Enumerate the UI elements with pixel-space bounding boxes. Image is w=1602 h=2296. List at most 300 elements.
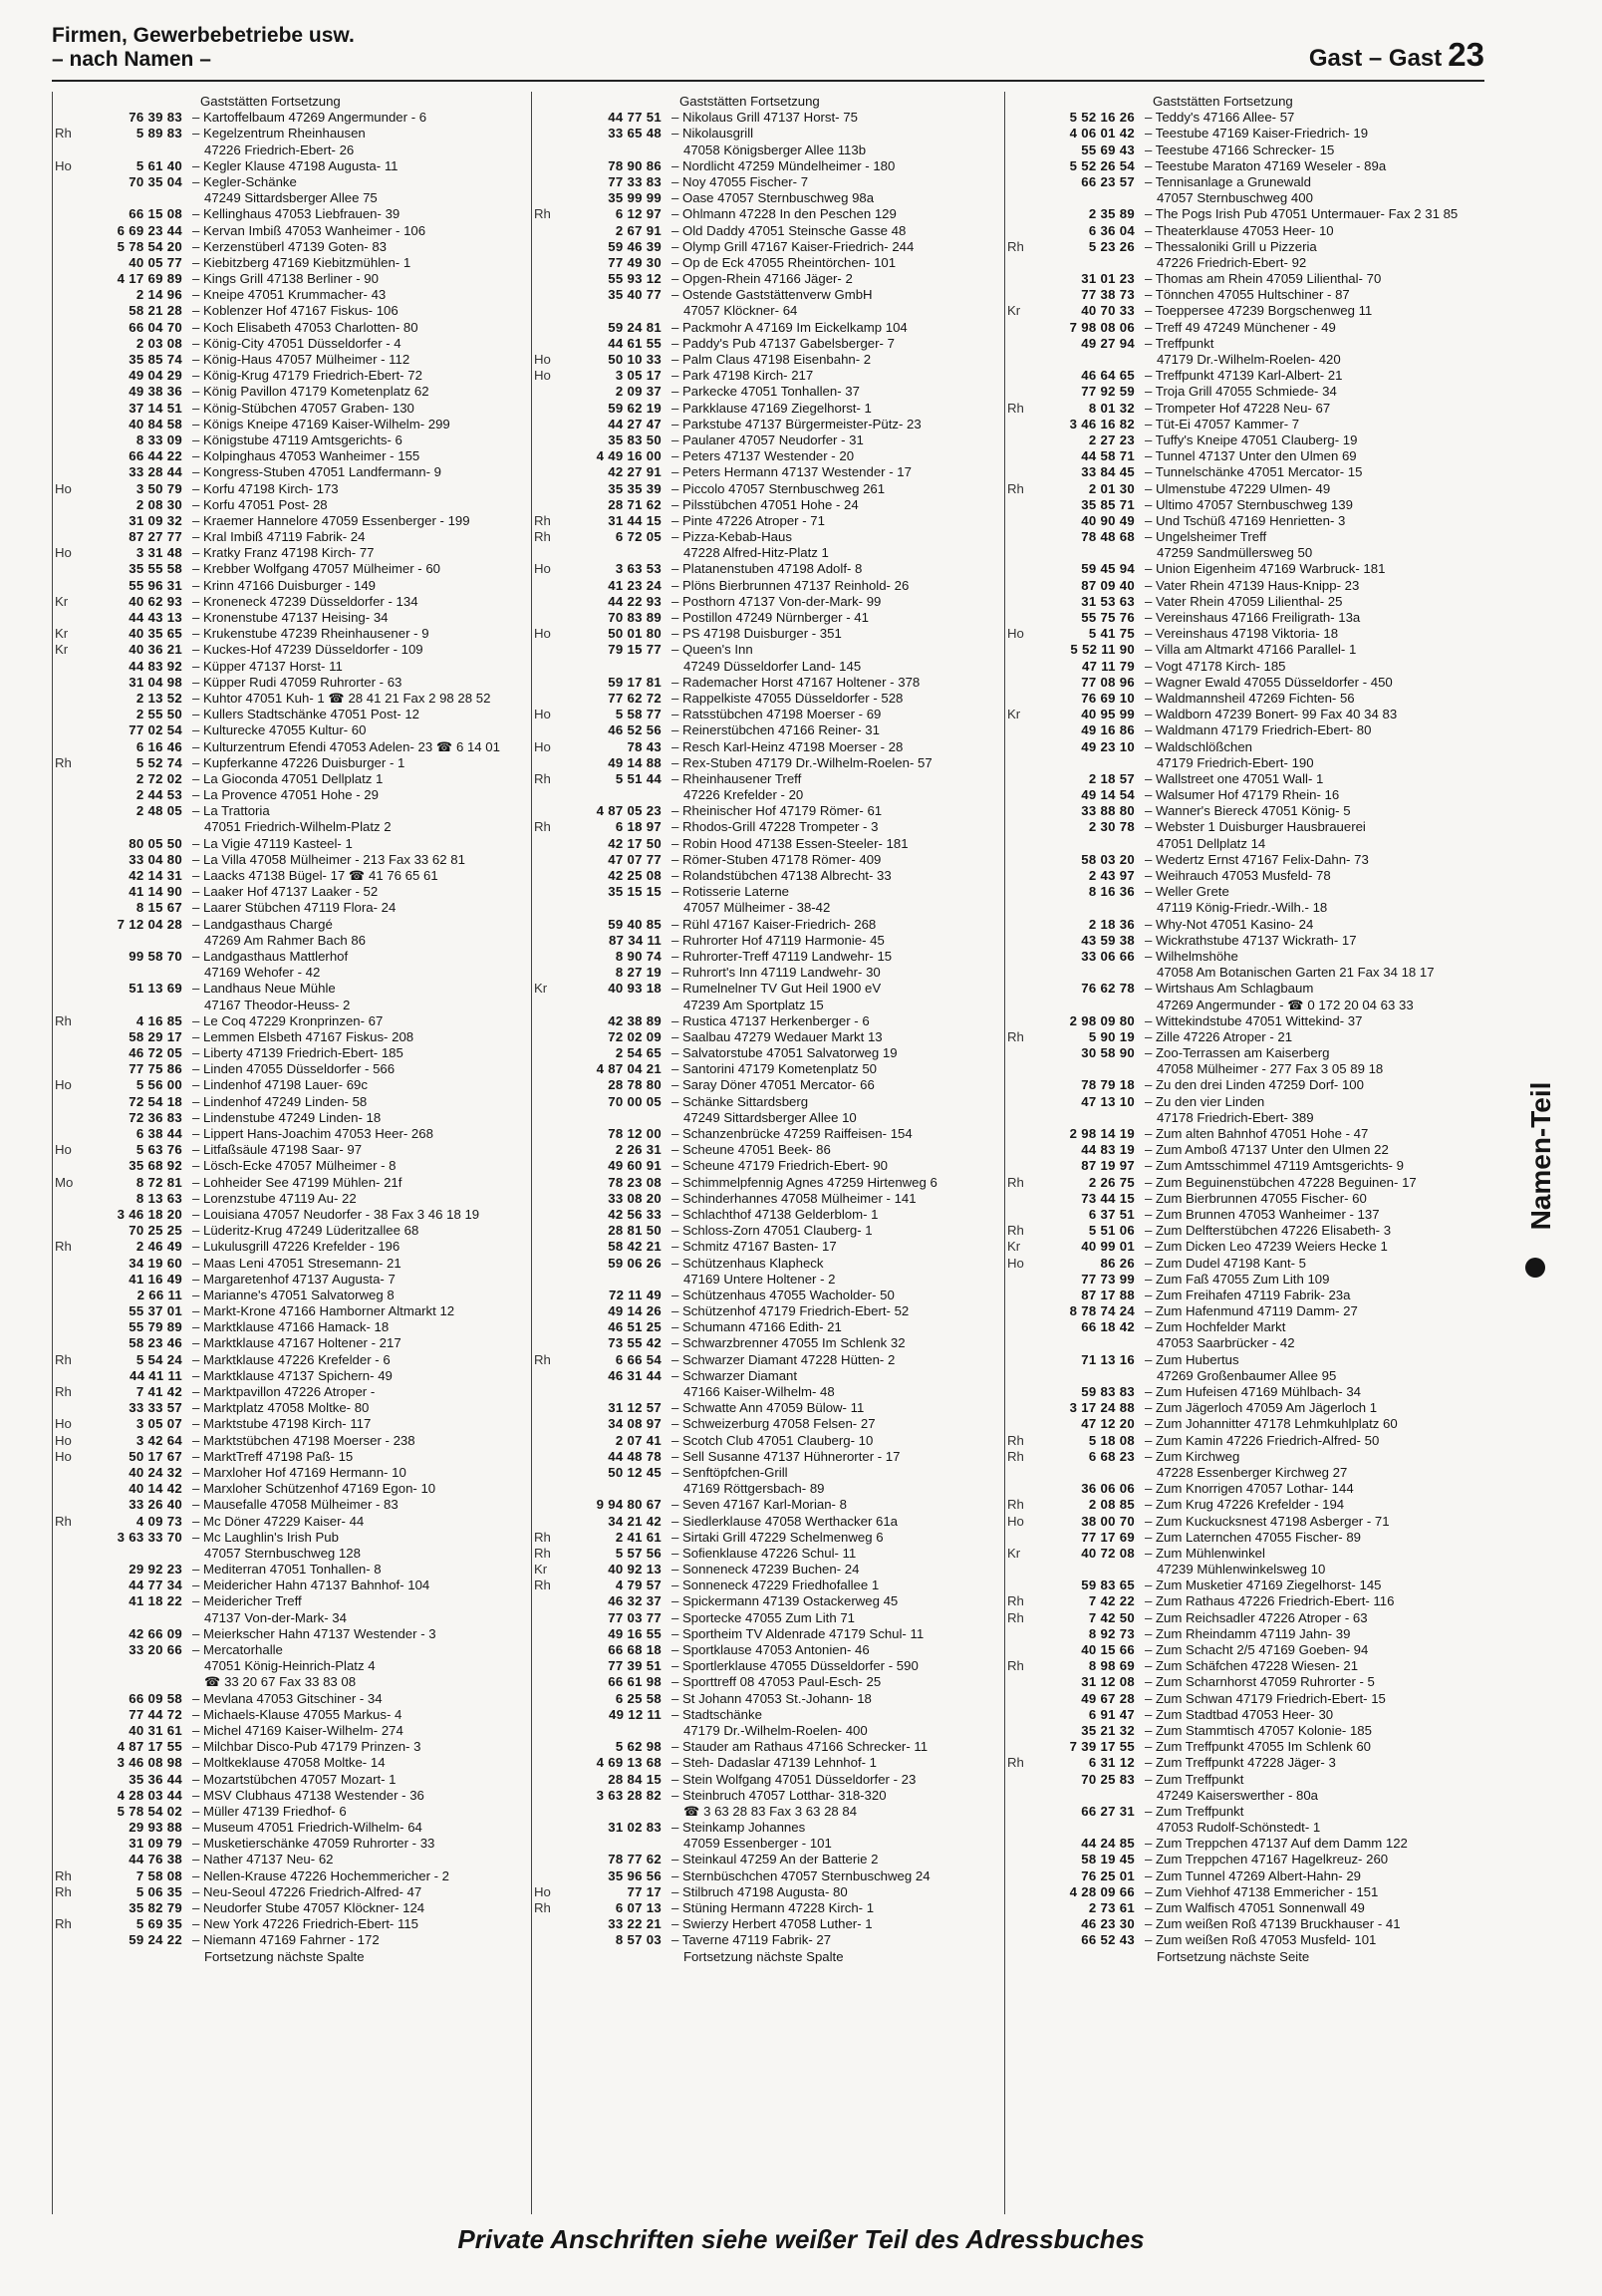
entry-text: – La Trattoria	[192, 803, 270, 819]
district-code	[55, 1610, 87, 1626]
entry-text: – Treff 49 47249 Münchener - 49	[1145, 319, 1336, 335]
district-code	[1007, 691, 1039, 707]
listing-entry	[1007, 1142, 1473, 1158]
listing-entry	[1007, 852, 1473, 868]
listing-entry	[1007, 206, 1473, 222]
entry-text: – Palm Claus 47198 Eisenbahn- 2	[671, 352, 872, 367]
phone-number	[87, 143, 192, 158]
phone-number	[1039, 1949, 1145, 1965]
district-code	[534, 1191, 566, 1207]
entry-text: – Schützenhof 47179 Friedrich-Ebert- 52	[671, 1303, 910, 1319]
district-code	[1007, 610, 1039, 626]
listing-entry	[55, 401, 521, 417]
district-code	[534, 417, 566, 432]
phone-number	[87, 965, 192, 981]
entry-text: – Rappelkiste 47055 Düsseldorfer - 528	[671, 690, 904, 706]
listing-entry	[1007, 1175, 1473, 1191]
phone-number: 70 25 25	[129, 1223, 182, 1239]
district-code: Ho	[55, 1432, 72, 1448]
district-code	[55, 255, 87, 271]
listing-entry	[1007, 1319, 1473, 1335]
entry-text: – Zum Freihafen 47119 Fabrik- 23a	[1145, 1287, 1351, 1302]
phone-number	[566, 787, 671, 803]
phone-number: 34 19 60	[129, 1255, 182, 1271]
phone-number: 46 51 25	[608, 1319, 662, 1335]
district-code	[55, 659, 87, 675]
entry-text: – Lippert Hans-Joachim 47053 Heer- 268	[192, 1126, 433, 1141]
listing-entry	[1007, 1223, 1473, 1239]
phone-number: 5 63 76	[135, 1142, 182, 1158]
district-code	[55, 1094, 87, 1110]
listing-entry	[1007, 1352, 1473, 1368]
listing-entry	[55, 1175, 521, 1191]
listing-entry	[55, 739, 521, 755]
phone-number: 8 01 32	[1088, 400, 1135, 416]
entry-text: 47249 Kaiserswerther - 80a	[1157, 1787, 1319, 1803]
phone-number: 87 27 77	[129, 529, 182, 545]
entry-text: – Landgasthaus Chargé	[192, 916, 333, 932]
listing-entry	[1007, 917, 1473, 933]
phone-number: 38 00 70	[1081, 1513, 1135, 1529]
phone-number: 40 15 66	[1081, 1642, 1135, 1657]
listing-entry	[534, 1013, 1000, 1029]
listing-entry	[1007, 1514, 1473, 1530]
phone-number: 31 01 23	[1081, 271, 1135, 287]
district-code	[534, 158, 566, 174]
phone-number: 3 46 08 98	[117, 1755, 182, 1771]
entry-text: – Königstube 47119 Amtsgerichts- 6	[192, 431, 402, 447]
phone-number: 77 38 73	[1081, 287, 1135, 303]
listing-entry	[534, 1175, 1000, 1191]
entry-text: – Waldmannsheil 47269 Fichten- 56	[1145, 690, 1355, 706]
district-code	[534, 126, 566, 142]
listing-entry	[55, 868, 521, 884]
entry-text: – Lindenhof 47198 Lauer- 69c	[192, 1077, 368, 1093]
entry-text: – Piccolo 47057 Sternbuschweg 261	[671, 480, 886, 496]
district-code	[534, 1642, 566, 1658]
entry-text: – Schwarzer Diamant	[671, 1367, 798, 1383]
column-divider	[52, 92, 53, 2214]
entry-text: – Marktpavillon 47226 Atroper -	[192, 1384, 376, 1399]
district-code	[55, 1288, 87, 1303]
district-code	[55, 464, 87, 480]
phone-number	[566, 1272, 671, 1288]
district-code	[55, 771, 87, 787]
district-code	[1007, 1691, 1039, 1707]
phone-number: 59 24 81	[608, 319, 662, 335]
district-code	[534, 949, 566, 965]
page-title: Gast – Gast	[1308, 45, 1443, 72]
entry-text: – Teestube 47166 Schrecker- 15	[1145, 142, 1335, 157]
district-code	[55, 1256, 87, 1272]
phone-number	[1039, 255, 1145, 271]
district-code	[55, 1772, 87, 1788]
entry-text: – Lohheider See 47199 Mühlen- 21f	[192, 1174, 402, 1190]
district-code	[55, 1932, 87, 1948]
district-code	[55, 1642, 87, 1658]
phone-number: 49 38 36	[129, 384, 182, 400]
listing-entry	[1007, 1094, 1473, 1110]
district-code: Rh	[1007, 480, 1024, 496]
district-code: Rh	[1007, 1609, 1024, 1625]
phone-number: 50 17 67	[129, 1448, 182, 1464]
listing-entry	[1007, 1820, 1473, 1836]
listing-entry	[55, 610, 521, 626]
phone-number	[87, 190, 192, 206]
district-code	[1007, 1642, 1039, 1658]
entry-text: 47269 Großenbaumer Allee 95	[1157, 1367, 1337, 1383]
listing-entry	[1007, 529, 1473, 545]
entry-text: – Schinderhannes 47058 Mülheimer - 141	[671, 1190, 917, 1206]
entry-text: – Park 47198 Kirch- 217	[671, 368, 814, 384]
phone-number: 55 93 12	[608, 271, 662, 287]
listing-entry	[534, 1272, 1000, 1288]
listing-entry	[55, 255, 521, 271]
entry-text: – Stein Wolfgang 47051 Düsseldorfer - 23	[671, 1771, 917, 1787]
phone-number: 72 36 83	[129, 1109, 182, 1125]
phone-number: 73 44 15	[1081, 1190, 1135, 1206]
phone-number	[1039, 900, 1145, 916]
phone-number: 58 19 45	[1081, 1852, 1135, 1867]
phone-number: 35 40 77	[608, 287, 662, 303]
district-code	[1007, 965, 1039, 981]
listing-entry	[55, 771, 521, 787]
district-code: Rh	[534, 1578, 551, 1593]
listing-entry	[1007, 1578, 1473, 1593]
phone-number: 35 83 50	[608, 431, 662, 447]
district-code: Rh	[1007, 1658, 1024, 1674]
phone-number: 49 27 94	[1081, 335, 1135, 351]
district-code	[1007, 255, 1039, 271]
listing-entry	[1007, 561, 1473, 577]
entry-text: – Zum Schacht 2/5 47169 Goeben- 94	[1145, 1642, 1369, 1657]
listing-entry	[534, 126, 1000, 142]
entry-text: – Steh- Dadaslar 47139 Lehnhof- 1	[671, 1755, 878, 1771]
entry-text: – Paulaner 47057 Neudorfer - 31	[671, 431, 864, 447]
listing-entry	[1007, 1772, 1473, 1788]
district-code	[55, 787, 87, 803]
listing-entry	[534, 1916, 1000, 1932]
entry-text: – Stüning Hermann 47228 Kirch- 1	[671, 1900, 875, 1915]
district-code	[55, 1207, 87, 1223]
listing-entry	[55, 1884, 521, 1900]
district-code	[55, 884, 87, 900]
phone-number: 2 67 91	[615, 222, 662, 238]
phone-number: 35 68 92	[129, 1158, 182, 1174]
district-code	[1007, 1319, 1039, 1335]
phone-number: 40 93 18	[608, 981, 662, 997]
phone-number: 58 03 20	[1081, 851, 1135, 867]
phone-number: 5 41 75	[1088, 626, 1135, 642]
phone-number: 31 02 83	[608, 1820, 662, 1836]
listing-entry	[55, 949, 521, 965]
district-code	[1007, 949, 1039, 965]
entry-text: – Wirtshaus Am Schlagbaum	[1145, 981, 1314, 997]
entry-text: – Laaker Hof 47137 Laaker - 52	[192, 884, 379, 900]
district-code	[55, 1158, 87, 1174]
phone-number: 4 06 01 42	[1069, 126, 1135, 142]
entry-text: 47057 Sternbuschweg 128	[204, 1545, 361, 1561]
entry-text: – Union Eigenheim 47169 Warbruck- 181	[1145, 561, 1386, 577]
entry-text: – Marktklause 47166 Hamack- 18	[192, 1319, 390, 1335]
district-code	[1007, 659, 1039, 675]
listing-entry	[1007, 1804, 1473, 1820]
district-code	[55, 303, 87, 319]
listing-entry	[1007, 1013, 1473, 1029]
entry-text: – Meidericher Treff	[192, 1593, 302, 1609]
district-code	[1007, 1142, 1039, 1158]
listing-entry	[55, 1755, 521, 1771]
listing-entry	[534, 417, 1000, 432]
entry-text: – Thessaloniki Grill u Pizzeria	[1145, 238, 1317, 254]
entry-text: 47269 Angermunder - ☎ 0 172 20 04 63 33	[1157, 997, 1414, 1012]
entry-text: 47179 Dr.-Wilhelm-Roelen- 420	[1157, 352, 1341, 367]
column-heading-text: Gaststätten Fortsetzung	[679, 94, 820, 109]
district-code	[1007, 561, 1039, 577]
district-code	[55, 1836, 87, 1852]
entry-text: – Kroneneck 47239 Düsseldorfer - 134	[192, 593, 418, 609]
phone-number: 78 77 62	[608, 1852, 662, 1867]
district-code: Rh	[1007, 1174, 1024, 1190]
district-code	[534, 1045, 566, 1061]
listing-entry	[55, 223, 521, 239]
district-code: Ho	[1007, 1255, 1024, 1271]
district-code	[1007, 755, 1039, 771]
entry-text: – König-Stübchen 47057 Graben- 130	[192, 400, 414, 416]
entry-text: – Stadtschänke	[671, 1706, 762, 1722]
listing-entry	[534, 143, 1000, 158]
phone-number: 76 62 78	[1081, 981, 1135, 997]
listing-entry	[1007, 255, 1473, 271]
entry-text: – Treffpunkt 47139 Karl-Albert- 21	[1145, 368, 1343, 384]
page-number: 23	[1448, 36, 1484, 73]
listing-entry	[534, 1449, 1000, 1465]
listing-entry	[1007, 626, 1473, 642]
entry-text: – Mc Laughlin's Irish Pub	[192, 1529, 339, 1545]
district-code	[55, 1126, 87, 1142]
district-code	[1007, 1836, 1039, 1852]
district-code	[534, 336, 566, 352]
phone-number	[87, 1546, 192, 1562]
phone-number: 31 09 32	[129, 512, 182, 528]
phone-number: 55 69 43	[1081, 142, 1135, 157]
district-code	[534, 1868, 566, 1884]
entry-text: – Sofienklause 47226 Schul- 11	[671, 1545, 857, 1561]
district-code	[55, 933, 87, 949]
district-code	[55, 143, 87, 158]
phone-number: 70 25 83	[1081, 1771, 1135, 1787]
district-code	[534, 659, 566, 675]
phone-number: 50 01 80	[608, 626, 662, 642]
listing-entry	[55, 675, 521, 691]
phone-number: 42 38 89	[608, 1012, 662, 1028]
entry-text: – Saalbau 47279 Wedauer Markt 13	[671, 1028, 883, 1044]
phone-number: 7 41 42	[135, 1384, 182, 1399]
listing-entry	[1007, 1562, 1473, 1578]
phone-number	[87, 1674, 192, 1690]
listing-entry	[55, 1916, 521, 1932]
district-code: Rh	[1007, 238, 1024, 254]
district-code	[1007, 110, 1039, 126]
entry-text: – Trompeter Hof 47228 Neu- 67	[1145, 400, 1331, 416]
listing-entry	[55, 819, 521, 835]
district-code	[1007, 1384, 1039, 1400]
phone-number: 4 69 13 68	[596, 1755, 662, 1771]
entry-text: – Troja Grill 47055 Schmiede- 34	[1145, 384, 1337, 400]
phone-number	[1039, 755, 1145, 771]
listing-entry	[55, 1546, 521, 1562]
entry-text: – Sportecke 47055 Zum Lith 71	[671, 1609, 856, 1625]
phone-number: 3 63 33 70	[117, 1529, 182, 1545]
entry-text: – Pizza-Kebab-Haus	[671, 529, 792, 545]
listing-entry	[55, 1335, 521, 1351]
phone-number: 35 99 99	[608, 190, 662, 206]
entry-text: – Posthorn 47137 Von-der-Mark- 99	[671, 593, 882, 609]
listing-entry	[534, 771, 1000, 787]
entry-text: – Parkklause 47169 Ziegelhorst- 1	[671, 400, 872, 416]
phone-number: 40 70 33	[1081, 303, 1135, 319]
phone-number: 79 15 77	[608, 642, 662, 658]
entry-text: – Niemann 47169 Fahrner - 172	[192, 1932, 380, 1948]
entry-text: – Zum Hafenmund 47119 Damm- 27	[1145, 1303, 1358, 1319]
district-code	[1007, 1368, 1039, 1384]
entry-text: – Peters 47137 Westender - 20	[671, 448, 855, 464]
district-code	[55, 1335, 87, 1351]
district-code	[534, 320, 566, 336]
district-code	[1007, 1949, 1039, 1965]
entry-text: – Rhodos-Grill 47228 Trompeter - 3	[671, 819, 879, 835]
phone-number	[566, 303, 671, 319]
column-divider	[1004, 92, 1005, 2214]
entry-text: – Kuckes-Hof 47239 Düsseldorfer - 109	[192, 642, 423, 658]
district-code: Rh	[534, 770, 551, 786]
listing-entry	[534, 239, 1000, 255]
phone-number: 77 02 54	[129, 722, 182, 738]
district-code	[1007, 1045, 1039, 1061]
listing-entry	[534, 1578, 1000, 1593]
district-code	[534, 1319, 566, 1335]
entry-text: – Zum Treffpunkt 47228 Jäger- 3	[1145, 1755, 1336, 1771]
listing-entry	[534, 868, 1000, 884]
listing-entry	[55, 1691, 521, 1707]
district-code	[1007, 1916, 1039, 1932]
listing-entry	[534, 1788, 1000, 1804]
phone-number: 2 98 09 80	[1069, 1012, 1135, 1028]
phone-number: 5 06 35	[135, 1883, 182, 1899]
phone-number: 31 04 98	[129, 674, 182, 690]
district-code	[55, 1674, 87, 1690]
listing-entry	[55, 1352, 521, 1368]
district-code	[1007, 739, 1039, 755]
listing-entry	[55, 1642, 521, 1658]
district-code	[55, 852, 87, 868]
phone-number	[87, 998, 192, 1013]
listing-entry	[534, 1045, 1000, 1061]
phone-number: 58 23 46	[129, 1335, 182, 1351]
listing-entry	[55, 836, 521, 852]
listing-column-2	[534, 94, 1000, 1965]
entry-text: – Zum Hufeisen 47169 Mühlbach- 34	[1145, 1384, 1361, 1399]
phone-number: 55 37 01	[129, 1303, 182, 1319]
district-code	[55, 868, 87, 884]
entry-text: – La Vigie 47119 Kasteel- 1	[192, 835, 353, 851]
entry-text: – Zum Treffpunkt	[1145, 1803, 1244, 1819]
phone-number	[566, 143, 671, 158]
listing-entry	[534, 1755, 1000, 1771]
phone-number: 2 55 50	[135, 707, 182, 722]
listing-entry	[1007, 819, 1473, 835]
phone-number	[566, 1804, 671, 1820]
listing-entry	[1007, 1335, 1473, 1351]
listing-entry	[534, 998, 1000, 1013]
phone-number: 59 83 65	[1081, 1578, 1135, 1593]
phone-number: 8 92 73	[1088, 1625, 1135, 1641]
entry-text: – Markt-Krone 47166 Hamborner Altmarkt 12	[192, 1303, 455, 1319]
listing-entry	[1007, 497, 1473, 513]
district-code	[55, 1707, 87, 1723]
district-code	[534, 642, 566, 658]
phone-number: 35 55 58	[129, 561, 182, 577]
district-code	[534, 1335, 566, 1351]
listing-entry	[55, 1610, 521, 1626]
phone-number	[566, 1481, 671, 1497]
district-code	[55, 1820, 87, 1836]
phone-number: 40 62 93	[129, 593, 182, 609]
entry-text: – Zum Mühlenwinkel	[1145, 1545, 1265, 1561]
phone-number: 40 35 65	[129, 626, 182, 642]
district-code	[55, 1191, 87, 1207]
district-code: Rh	[534, 819, 551, 835]
listing-column-3	[1007, 94, 1473, 1965]
entry-text: – Kuhtor 47051 Kuh- 1 ☎ 28 41 21 Fax 2 98 28 52	[192, 690, 491, 706]
phone-number: 33 08 20	[608, 1190, 662, 1206]
phone-number: 47 11 79	[1081, 658, 1135, 674]
entry-text: – Zum Laternchen 47055 Fischer- 89	[1145, 1529, 1361, 1545]
listing-entry	[1007, 1593, 1473, 1609]
entry-text: – Nather 47137 Neu- 62	[192, 1852, 334, 1867]
phone-number: 6 69 23 44	[117, 222, 182, 238]
listing-entry	[1007, 1868, 1473, 1884]
listing-entry	[55, 1593, 521, 1609]
entry-text: – Wittekindstube 47051 Wittekind- 37	[1145, 1012, 1363, 1028]
listing-entry	[534, 1288, 1000, 1303]
listing-entry	[1007, 755, 1473, 771]
listing-entry	[534, 1836, 1000, 1852]
entry-text: ☎ 3 63 28 83 Fax 3 63 28 84	[683, 1803, 858, 1819]
district-code: Kr	[1007, 1239, 1021, 1255]
entry-text: – Litfaßsäule 47198 Saar- 97	[192, 1142, 363, 1158]
listing-entry	[55, 1788, 521, 1804]
entry-text: – Senftöpfchen-Grill	[671, 1464, 788, 1480]
phone-number: 6 38 44	[135, 1126, 182, 1141]
listing-entry	[534, 917, 1000, 933]
phone-number	[566, 659, 671, 675]
district-code	[55, 819, 87, 835]
phone-number: 72 11 49	[608, 1287, 662, 1302]
listing-entry	[534, 1868, 1000, 1884]
entry-text: – Rolandstübchen 47138 Albrecht- 33	[671, 868, 892, 883]
listing-entry	[534, 578, 1000, 594]
district-code	[534, 255, 566, 271]
district-code	[55, 368, 87, 384]
listing-entry	[534, 884, 1000, 900]
district-code	[534, 174, 566, 190]
district-code	[1007, 1288, 1039, 1303]
district-code	[1007, 1772, 1039, 1788]
listing-entry	[1007, 239, 1473, 255]
listing-entry	[1007, 1949, 1473, 1965]
listing-entry	[55, 1319, 521, 1335]
